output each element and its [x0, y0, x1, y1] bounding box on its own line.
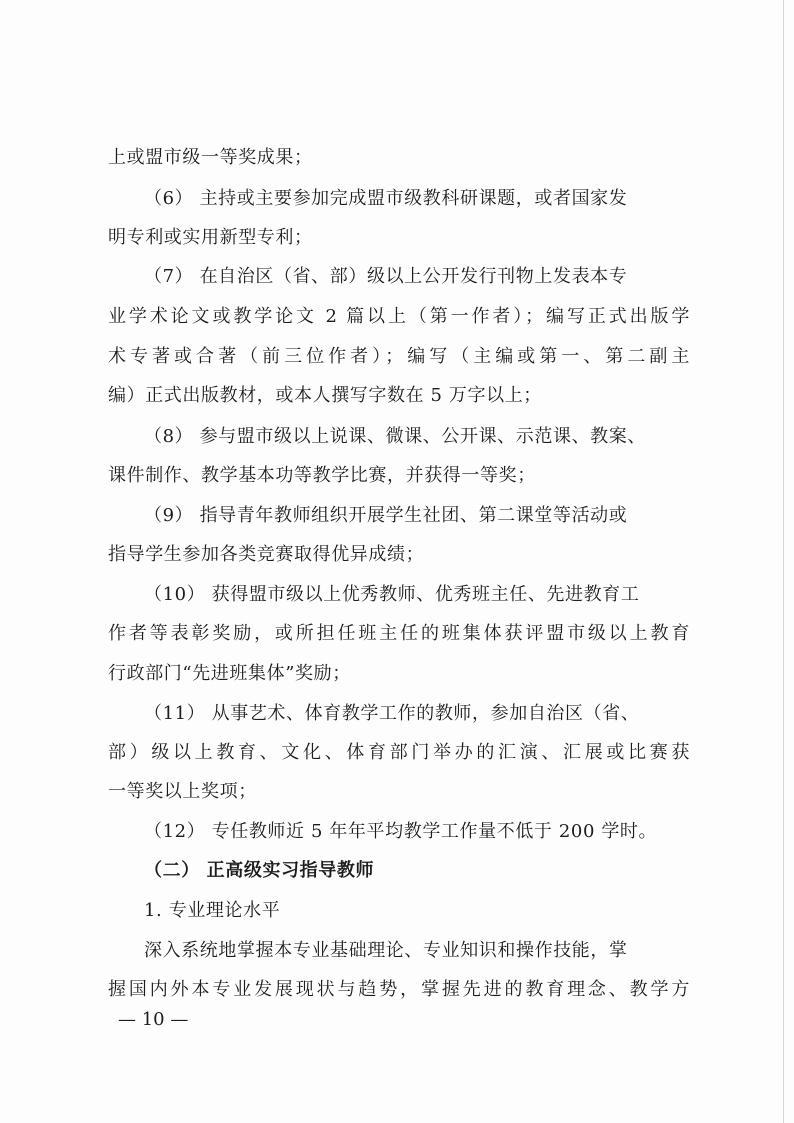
text-line: （9） 指导青年教师组织开展学生社团、第二课堂等活动或 — [144, 505, 628, 526]
text-line: 课件制作、教学基本功等教学比赛，并获得一等奖； — [108, 465, 536, 486]
text-line: 行政部门“先进班集体”奖励； — [108, 663, 351, 684]
text-line: （12） 专任教师近 5 年年平均教学工作量不低于 200 学时。 — [144, 821, 658, 842]
section-heading: （二） 正高级实习指导教师 — [144, 860, 375, 881]
text-line: （8） 参与盟市级以上说课、微课、公开课、示范课、教案、 — [144, 426, 646, 447]
page-number: — 10 — — [118, 1009, 189, 1030]
text-line: 明专利或实用新型专利； — [108, 227, 313, 248]
text-line: 一等奖以上奖项； — [108, 781, 257, 802]
text-line: 握国内外本专业发展现状与趋势，掌握先进的教育理念、教学方 — [108, 979, 690, 1000]
subsection-heading: 1. 专业理论水平 — [144, 900, 281, 921]
text-line: 术专著或合著（前三位作者）；编写（主编或第一、第二副主 — [108, 346, 690, 367]
text-line: 深入系统地掌握本专业基础理论、专业知识和操作技能，掌 — [144, 940, 628, 961]
text-line: 业学术论文或教学论文 2 篇以上（第一作者）；编写正式出版学 — [108, 306, 690, 327]
text-line: （6） 主持或主要参加完成盟市级教科研课题，或者国家发 — [144, 188, 628, 209]
text-line: 部）级以上教育、文化、体育部门举办的汇演、汇展或比赛获 — [108, 742, 690, 763]
text-line: （11） 从事艺术、体育教学工作的教师，参加自治区（省、 — [144, 703, 640, 724]
page-edge-line — [783, 0, 784, 1123]
text-line: 指导学生参加各类竞赛取得优异成绩； — [108, 544, 425, 565]
text-line: 编）正式出版教材，或本人撰写字数在 5 万字以上； — [108, 385, 542, 406]
text-line: （7） 在自治区（省、部）级以上公开发行刊物上发表本专 — [144, 266, 628, 287]
text-line: 上或盟市级一等奖成果； — [108, 147, 313, 168]
text-line: （10） 获得盟市级以上优秀教师、优秀班主任、先进教育工 — [144, 584, 640, 605]
text-line: 作者等表彰奖励，或所担任班主任的班集体获评盟市级以上教育 — [108, 623, 690, 644]
